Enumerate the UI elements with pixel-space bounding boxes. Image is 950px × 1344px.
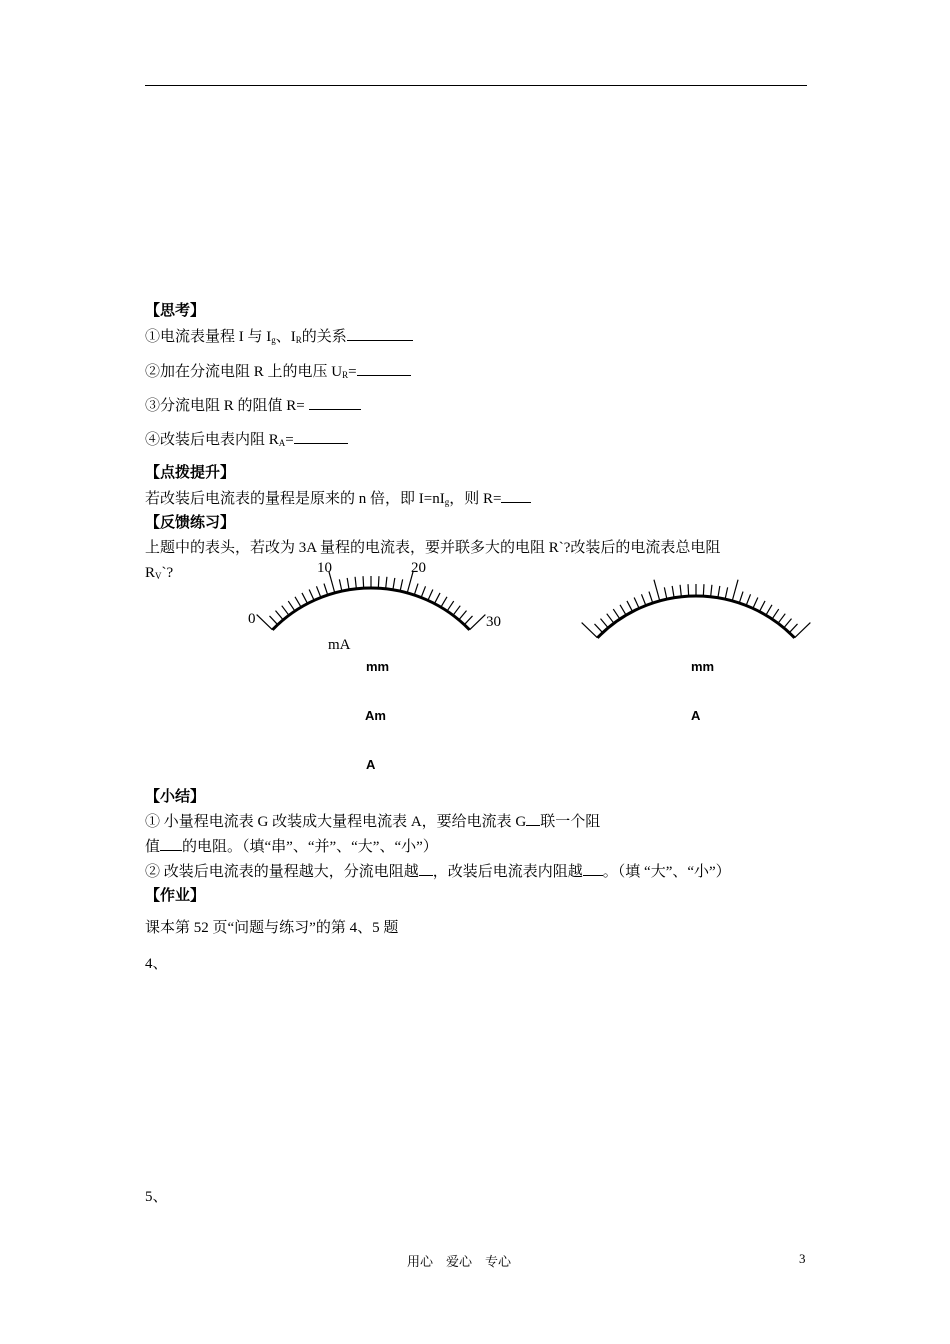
left-meter-tick	[339, 579, 342, 591]
left-meter-tick	[347, 578, 349, 590]
left-meter-tick-label-30: 30	[486, 614, 501, 630]
right-meter-tick	[688, 584, 689, 596]
right-meter-tick	[739, 592, 743, 603]
right-meter-tick	[620, 605, 626, 615]
homework-heading: 【作业】	[145, 888, 206, 904]
right-meter-tick	[718, 586, 720, 598]
right-meter-tick	[732, 580, 738, 601]
feedback-text-line-2: $R_V`$?	[145, 565, 174, 581]
left-meter-label-am: Am	[365, 708, 386, 723]
feedback-heading: 【反馈练习】	[145, 515, 236, 531]
right-meter-tick	[654, 580, 660, 601]
left-meter-tick	[302, 593, 308, 604]
left-meter-tick-label-0: 0	[248, 611, 256, 627]
left-meter-tick	[288, 601, 295, 611]
homework-item-5: 5、	[145, 1189, 168, 1205]
left-meter-tick	[421, 586, 425, 597]
left-meter-tick	[295, 597, 301, 607]
right-meter-tick	[672, 586, 674, 598]
right-meter-tick	[766, 605, 772, 615]
left-meter-tick	[324, 584, 328, 595]
left-meter-tick-label-10: 10	[317, 560, 332, 576]
right-meter-tick	[746, 594, 750, 605]
right-meter-tick	[725, 587, 728, 599]
page-number: 3	[799, 1251, 806, 1266]
left-meter-tick	[282, 606, 289, 616]
answer-blank[interactable]	[419, 861, 433, 876]
left-meter-tick	[316, 586, 320, 597]
left-meter-tick	[464, 616, 472, 625]
right-meter-tick	[613, 609, 620, 619]
right-meter-tick	[784, 619, 792, 628]
summary-line-3: ② 改装后电流表的量程越大，分流电阻越 ，改装后电流表内阻越 。（填 “大”、“小”）	[145, 861, 731, 882]
right-meter-label-a: A	[691, 708, 701, 723]
left-meter-tick	[414, 584, 418, 595]
tip-text: 若改装后电流表的量程是原来的 n 倍，即 $I=nI_g$，则 R=	[145, 488, 531, 509]
answer-blank[interactable]	[526, 811, 540, 826]
right-meter-tick	[641, 594, 645, 605]
feedback-text-line-1: 上题中的表头，若改为 3A 量程的电流表，要并联多大的电阻 R`?改装后的电流表总电阻	[145, 540, 721, 556]
summary-line-2: 值 的电阻。（填“串”、“并”、“大”、“小”）	[145, 836, 438, 857]
left-meter-tick	[453, 606, 460, 616]
right-meter-tick	[664, 587, 667, 599]
summary-heading: 【小结】	[145, 789, 206, 805]
right-meter-tick	[607, 614, 614, 624]
answer-blank[interactable]	[583, 861, 603, 876]
right-meter-tick	[753, 597, 758, 608]
left-meter-tick	[428, 589, 433, 600]
left-meter-tick	[309, 589, 314, 600]
right-meter-tick	[711, 585, 712, 597]
left-meter-tick	[434, 593, 440, 604]
think-question-1: ①电流表量程 I 与 $I_g$、$I_R$的关系	[145, 326, 413, 347]
right-meter-tick	[778, 614, 785, 624]
left-meter-tick	[270, 616, 278, 625]
left-meter-tick	[459, 611, 467, 620]
right-meter-tick	[772, 609, 779, 619]
right-meter-tick	[649, 592, 653, 603]
think-heading: 【思考】	[145, 303, 206, 319]
left-meter-tick	[378, 576, 379, 588]
left-meter-tick	[393, 578, 395, 590]
homework-text: 课本第 52 页“问题与练习”的第 4、5 题	[145, 920, 399, 936]
left-meter-tick	[355, 577, 356, 589]
right-meter-tick	[634, 597, 639, 608]
right-meter-tick	[595, 624, 603, 633]
right-meter-tick	[600, 619, 608, 628]
right-meter-label-mm: mm	[691, 659, 715, 674]
footer-motto: 用心 爱心 专心	[407, 1254, 512, 1269]
homework-item-4: 4、	[145, 956, 168, 972]
left-meter-unit: mA	[328, 637, 351, 653]
answer-blank[interactable]	[160, 836, 182, 851]
left-meter-dial	[257, 572, 486, 630]
summary-line-1: ① 小量程电流表 G 改装成大量程电流表 A，要给电流表 G 联一个阻	[145, 811, 600, 832]
left-meter-label-mm: mm	[366, 659, 390, 674]
right-meter-tick	[789, 624, 797, 633]
right-meter-tick	[759, 601, 765, 612]
left-meter-tick	[441, 597, 447, 607]
right-meter-dial	[582, 580, 811, 638]
tip-heading: 【点拨提升】	[145, 465, 236, 481]
left-meter-tick	[447, 601, 454, 611]
left-meter-tick	[363, 576, 364, 588]
left-meter-tick-label-20: 20	[411, 560, 426, 576]
think-question-3: ③分流电阻 R 的阻值 R=	[145, 395, 361, 416]
left-meter-tick	[275, 611, 283, 620]
left-meter-tick	[400, 579, 403, 591]
left-meter-label-a: A	[366, 757, 376, 772]
right-meter-tick	[703, 584, 704, 596]
right-meter-tick	[627, 601, 633, 612]
think-question-4: ④改装后电表内阻 $R_A=$	[145, 429, 348, 450]
left-meter-tick	[386, 577, 387, 589]
right-meter-tick	[680, 585, 681, 597]
think-question-2: ②加在分流电阻 R 上的电压 $U_R=$	[145, 361, 411, 382]
